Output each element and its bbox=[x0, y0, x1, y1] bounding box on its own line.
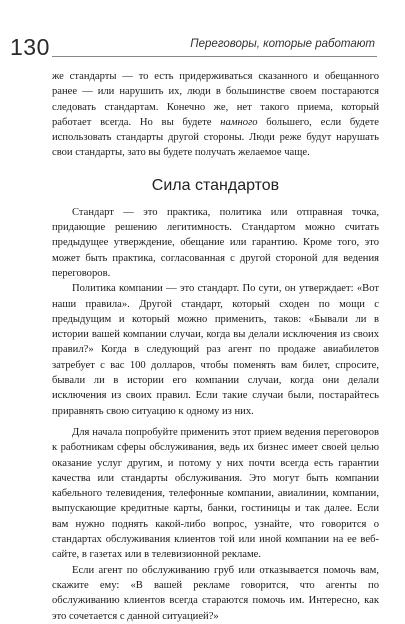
running-title: Переговоры, которые работают bbox=[190, 38, 375, 50]
paragraph: Если агент по обслуживанию груб или отказывается помочь вам, скажите ему: «В вашей рекламе говорится, что агенты по обслуживанию клиентов всегда стараются помочь им. Интересно, как это сочетается с данной ситуацией?» bbox=[52, 564, 379, 622]
paragraph: Для начала попробуйте применить этот прием ведения переговоров к работникам сферы обслуживания, ведь их бизнес имеет своей целью оказание услуг другим, и потому у них почти всегда есть гарантии качества или стандарты обслуживания. Это могут быть компании кабельного телевидения, телефонные компании, авиалинии, компании, выпускающие кредитные карты, банки, гостиницы и так далее. Если вам нужно поднять какой-либо вопрос, узнайте, что говорится о стандартах обслуживания клиентов той или иной компании на ее веб-сайте, в газетах или в телевизионной рекламе. bbox=[52, 426, 379, 561]
page-body bbox=[52, 69, 379, 624]
paragraph: Стандарт — это практика, политика или отправная точка, придающие решению легитимность. Стандартом можно считать предыдущее утверждение, обещание или гарантию. Кроме того, это может быть практика, согласованная с другой стороной для ведения переговоров. bbox=[52, 206, 379, 279]
paragraph-text: большего, если будете использовать стандарты другой стороны. Люди реже будут нарушать свои стандарты, зато вы будете получать желаемое чаще. bbox=[52, 116, 379, 159]
header-rule bbox=[52, 56, 377, 57]
paragraph-text: же стандарты — то есть придерживаться сказанного и обещанного ранее — или нарушить их, люди в большинстве своем постараются следовать стандартам. Конечно же, нет такого приема, который работает всегда. Но вы будете bbox=[52, 71, 379, 128]
paragraph: Политика компании — это стандарт. По сути, он утверждает: «Вот наши правила». Другой стандарт, который сходен по мощи с предыдущим и который можно применить, таков: «Бывали ли в истории вашей компании случаи, когда вы делали исключения из своих правил?» Когда в следующий раз агент по продаже авиабилетов затребует с вас 100 долларов, чтобы поменять вам билет, спросите, бывали ли в истории его компании случаи, когда они делали исключения из своих правил. Если такие случаи были, постарайтесь приравнять свою ситуацию к одному из них. bbox=[52, 283, 379, 417]
page-header bbox=[0, 34, 405, 64]
paragraph-continued bbox=[52, 69, 379, 161]
page-number: 130 bbox=[10, 34, 50, 60]
section-title: Сила стандартов bbox=[151, 176, 280, 194]
emphasis-word: намного bbox=[220, 116, 258, 128]
